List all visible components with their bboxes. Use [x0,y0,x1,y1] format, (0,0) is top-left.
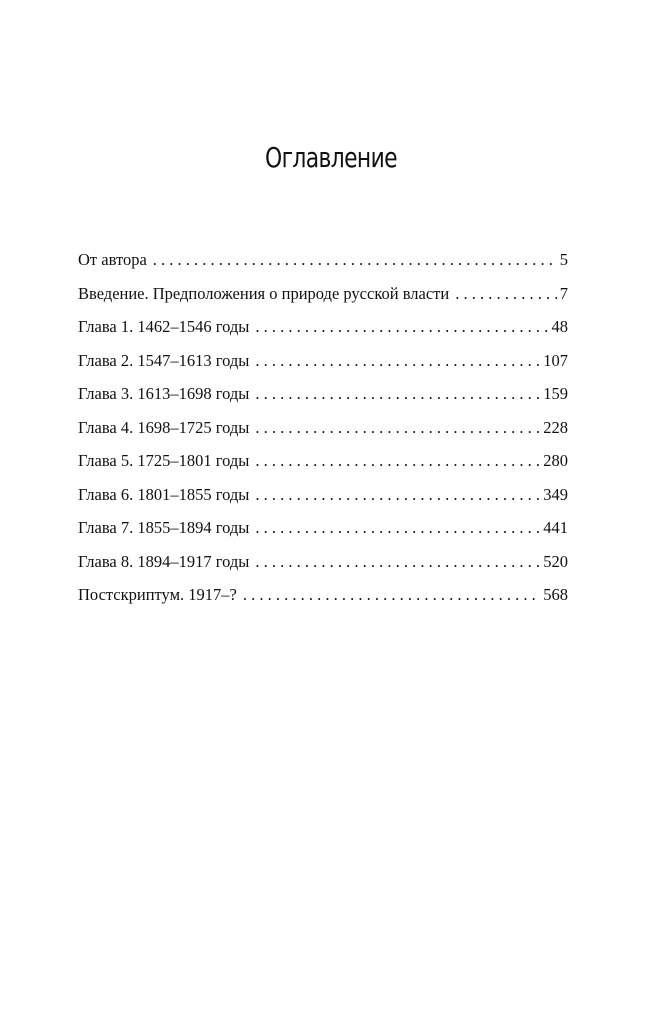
toc-entry [78,243,568,277]
toc-entry-title: Глава 5. 1725–1801 годы [78,451,250,470]
toc-entry-page: 228 [543,417,568,437]
dot-leader [255,444,540,478]
toc-entry [78,444,568,478]
toc-entry [78,511,568,545]
toc-entry-page: 520 [543,551,568,571]
dot-leader [255,344,540,378]
toc-entry [78,545,568,579]
toc-entry [78,411,568,445]
toc-entry-title: Введение. Предположения о природе русской власти [78,283,450,303]
table-of-contents [78,243,568,612]
dot-leader [255,511,540,545]
toc-entry-title: Глава 1. 1462–1546 годы [78,317,250,336]
toc-entry-page: 349 [543,484,568,504]
toc-entry [78,277,568,311]
toc-entry [78,310,568,344]
dot-leader [255,478,540,512]
toc-entry-page: 107 [543,350,568,370]
page-title: Оглавление [265,141,397,174]
toc-entry [78,478,568,512]
toc-entry [78,344,568,378]
dot-leader [255,310,548,344]
dot-leader [243,578,540,612]
dot-leader [153,243,557,277]
toc-entry-title: От автора [78,250,147,269]
toc-entry-title: Глава 3. 1613–1698 годы [78,384,250,403]
toc-entry-title: Глава 8. 1894–1917 годы [78,551,250,571]
toc-entry-page: 48 [551,317,568,336]
dot-leader [255,411,540,445]
dot-leader [255,545,540,579]
toc-entry-title: Глава 2. 1547–1613 годы [78,350,250,370]
dot-leader [455,277,557,311]
dot-leader [255,377,540,411]
toc-entry-title: Глава 7. 1855–1894 годы [78,518,250,537]
toc-entry-title: Глава 4. 1698–1725 годы [78,417,250,437]
toc-entry [78,377,568,411]
toc-entry-title: Постскриптум. 1917–? [78,585,237,604]
toc-entry-title: Глава 6. 1801–1855 годы [78,484,250,504]
toc-entry-page: 159 [543,384,568,403]
toc-entry-page: 5 [559,250,568,269]
toc-entry-page: 280 [543,451,568,470]
toc-entry-page: 568 [543,585,568,604]
toc-entry-page: 441 [543,518,568,537]
toc-entry [78,578,568,612]
toc-entry-page: 7 [559,283,568,303]
